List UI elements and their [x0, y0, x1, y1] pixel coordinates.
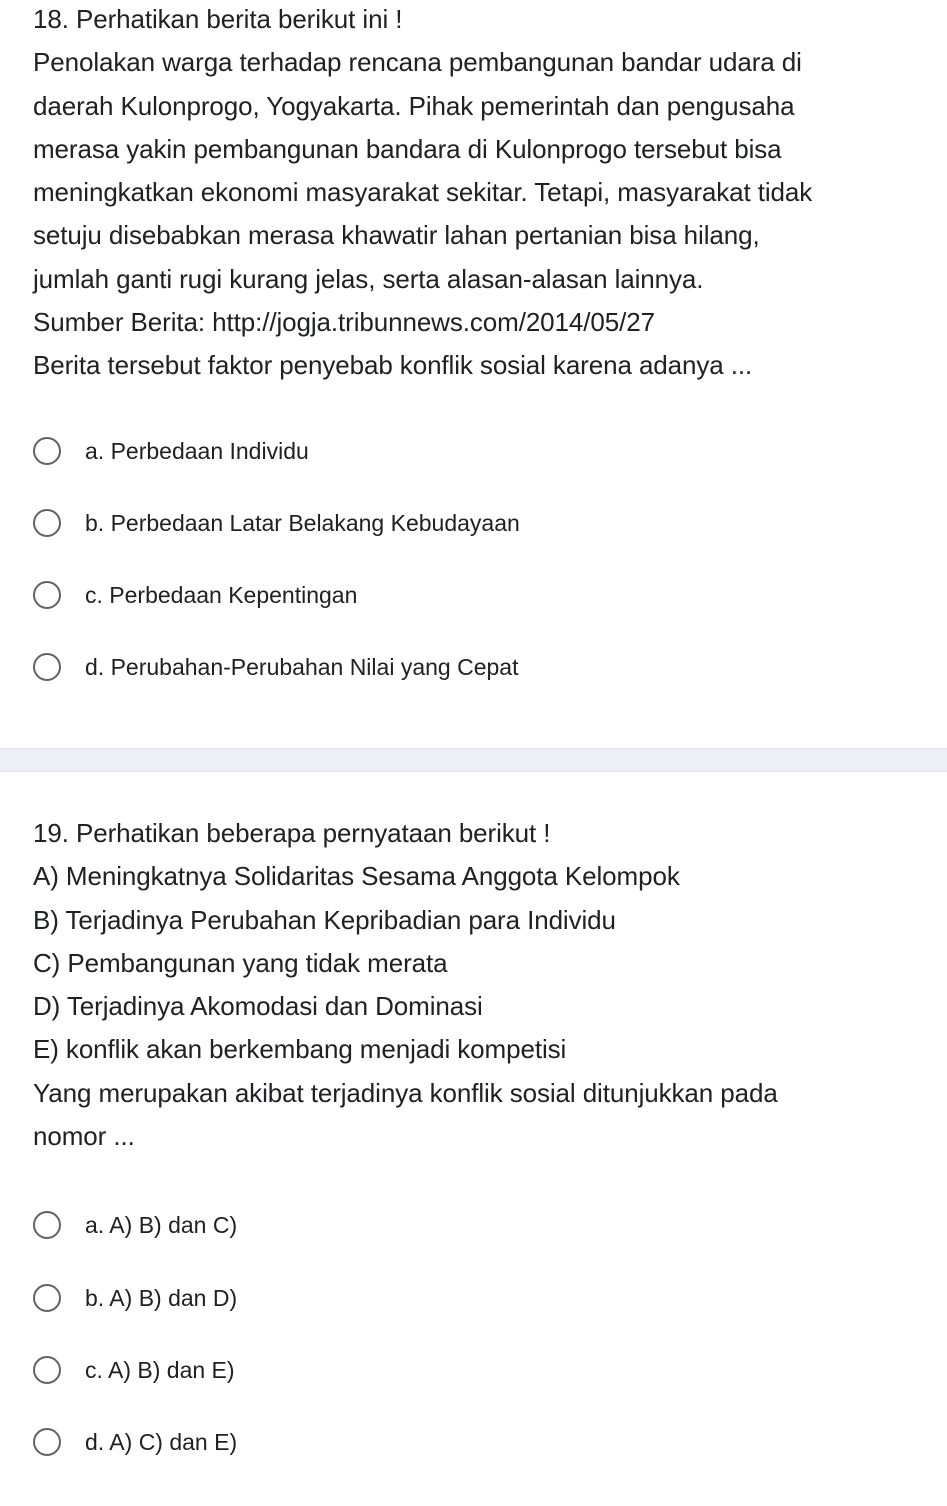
- question-18-line: Penolakan warga terhadap rencana pembangunan bandar udara di: [33, 47, 802, 78]
- question-19-line: nomor ...: [33, 1121, 135, 1152]
- question-19-line: D) Terjadinya Akomodasi dan Dominasi: [33, 991, 483, 1022]
- question-19-line: C) Pembangunan yang tidak merata: [33, 947, 448, 978]
- q18-option-b-label: b. Perbedaan Latar Belakang Kebudayaan: [85, 509, 520, 536]
- question-18-line: Berita tersebut faktor penyebab konflik sosial karena adanya ...: [33, 350, 753, 381]
- q19-option-c-label: c. A) B) dan E): [85, 1356, 235, 1383]
- question-18-line: daerah Kulonprogo, Yogyakarta. Pihak pemerintah dan pengusaha: [33, 90, 795, 121]
- question-separator: [0, 748, 947, 772]
- q19-option-b[interactable]: [33, 1278, 237, 1318]
- question-19-line: 19. Perhatikan beberapa pernyataan berikut !: [33, 818, 551, 848]
- question-19-line: E) konflik akan berkembang menjadi kompetisi: [33, 1034, 567, 1065]
- question-18-line: merasa yakin pembangunan bandara di Kulonprogo tersebut bisa: [33, 133, 782, 164]
- q18-option-a[interactable]: [33, 431, 309, 471]
- q18-option-d-label: d. Perubahan-Perubahan Nilai yang Cepat: [85, 653, 519, 680]
- question-19-line: B) Terjadinya Perubahan Kepribadian para Individu: [33, 904, 616, 935]
- radio-button-icon[interactable]: [33, 1356, 61, 1384]
- question-18-line: Sumber Berita: http://jogja.tribunnews.com/2014/05/27: [33, 307, 655, 338]
- q18-option-c-label: c. Perbedaan Kepentingan: [85, 581, 358, 608]
- question-19-line: A) Meningkatnya Solidaritas Sesama Anggota Kelompok: [33, 861, 680, 892]
- q18-option-b[interactable]: [33, 503, 520, 543]
- question-18-text: [33, 0, 923, 388]
- q19-option-b-label: b. A) B) dan D): [85, 1284, 238, 1311]
- q19-option-a-label: a. A) B) dan C): [85, 1211, 238, 1238]
- question-18-line: 18. Perhatikan berita berikut ini !: [33, 4, 403, 34]
- radio-button-icon[interactable]: [33, 581, 61, 609]
- radio-button-icon[interactable]: [33, 1284, 61, 1312]
- question-card-18: [0, 0, 947, 748]
- question-18-line: jumlah ganti rugi kurang jelas, serta alasan-alasan lainnya.: [33, 263, 704, 294]
- q18-option-c[interactable]: [33, 575, 357, 615]
- radio-button-icon[interactable]: [33, 653, 61, 681]
- question-19-line: Yang merupakan akibat terjadinya konflik sosial ditunjukkan pada: [33, 1077, 778, 1108]
- question-card-19: [0, 772, 947, 1506]
- question-19-text: [33, 812, 923, 1158]
- q19-option-a[interactable]: [33, 1205, 237, 1245]
- q19-option-d-label: d. A) C) dan E): [85, 1428, 238, 1455]
- question-18-line: meningkatkan ekonomi masyarakat sekitar. Tetapi, masyarakat tidak: [33, 177, 813, 208]
- radio-button-icon[interactable]: [33, 1211, 61, 1239]
- question-18-line: setuju disebabkan merasa khawatir lahan pertanian bisa hilang,: [33, 220, 760, 251]
- q18-option-a-label: a. Perbedaan Individu: [85, 437, 309, 464]
- radio-button-icon[interactable]: [33, 509, 61, 537]
- radio-button-icon[interactable]: [33, 1428, 61, 1456]
- q18-option-d[interactable]: [33, 647, 518, 687]
- q19-option-c[interactable]: [33, 1350, 235, 1390]
- q19-option-d[interactable]: [33, 1422, 237, 1462]
- radio-button-icon[interactable]: [33, 437, 61, 465]
